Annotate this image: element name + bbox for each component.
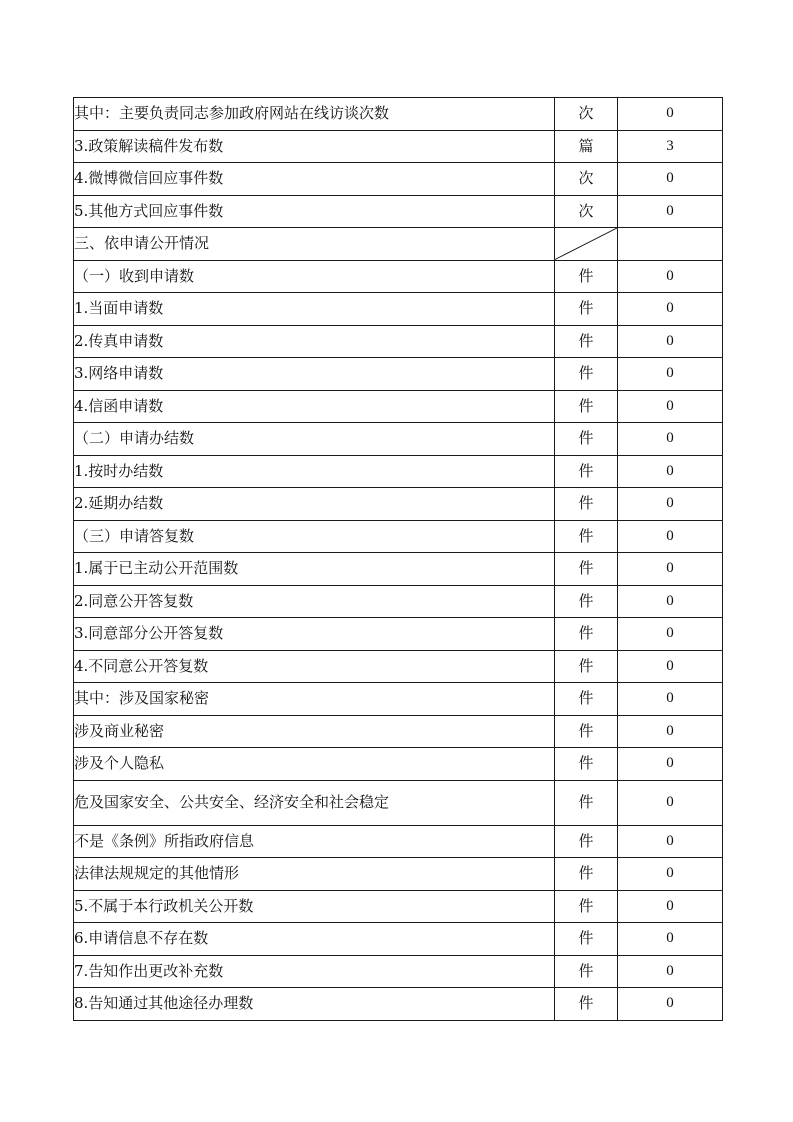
row-value: 0	[618, 553, 723, 586]
table-row	[74, 858, 723, 891]
row-unit: 件	[555, 715, 618, 748]
row-value	[618, 228, 723, 261]
row-value: 0	[618, 923, 723, 956]
row-label: 3.同意部分公开答复数	[74, 618, 555, 651]
row-label: （二）申请办结数	[74, 423, 555, 456]
row-unit: 件	[555, 423, 618, 456]
row-unit: 次	[555, 98, 618, 131]
section-header-row	[74, 228, 723, 261]
row-label: 6.申请信息不存在数	[74, 923, 555, 956]
table-row	[74, 358, 723, 391]
row-unit: 件	[555, 825, 618, 858]
row-unit: 件	[555, 488, 618, 521]
row-value: 0	[618, 455, 723, 488]
row-value: 0	[618, 748, 723, 781]
row-label: （三）申请答复数	[74, 520, 555, 553]
row-label: 7.告知作出更改补充数	[74, 955, 555, 988]
row-value: 0	[618, 423, 723, 456]
row-label: 2.传真申请数	[74, 325, 555, 358]
row-label: 涉及个人隐私	[74, 748, 555, 781]
row-label: 4.不同意公开答复数	[74, 650, 555, 683]
row-label: 2.同意公开答复数	[74, 585, 555, 618]
table-row	[74, 825, 723, 858]
slash-cell	[555, 228, 618, 261]
row-label: 4.信函申请数	[74, 390, 555, 423]
table-row	[74, 293, 723, 326]
row-label: 4.微博微信回应事件数	[74, 163, 555, 196]
row-value: 0	[618, 780, 723, 825]
row-unit: 件	[555, 955, 618, 988]
row-value: 0	[618, 715, 723, 748]
table-row	[74, 748, 723, 781]
row-label: 危及国家安全、公共安全、经济安全和社会稳定	[74, 780, 555, 825]
table-row	[74, 260, 723, 293]
row-unit: 件	[555, 455, 618, 488]
row-unit: 件	[555, 890, 618, 923]
row-unit: 次	[555, 195, 618, 228]
row-value: 0	[618, 988, 723, 1021]
table-row	[74, 98, 723, 131]
row-unit: 件	[555, 683, 618, 716]
row-value: 0	[618, 293, 723, 326]
row-unit: 件	[555, 520, 618, 553]
table-row	[74, 923, 723, 956]
row-value: 0	[618, 488, 723, 521]
table-row	[74, 988, 723, 1021]
row-unit: 件	[555, 358, 618, 391]
diagonal-slash	[555, 228, 617, 260]
row-unit: 件	[555, 650, 618, 683]
table-row	[74, 618, 723, 651]
row-label: 1.按时办结数	[74, 455, 555, 488]
row-label: 8.告知通过其他途径办理数	[74, 988, 555, 1021]
row-value: 0	[618, 98, 723, 131]
row-label: （一）收到申请数	[74, 260, 555, 293]
table-row	[74, 195, 723, 228]
row-value: 0	[618, 358, 723, 391]
row-unit: 次	[555, 163, 618, 196]
row-label: 其中：涉及国家秘密	[74, 683, 555, 716]
row-value: 0	[618, 325, 723, 358]
row-label: 2.延期办结数	[74, 488, 555, 521]
disclosure-statistics-table	[73, 97, 723, 1021]
row-value: 0	[618, 390, 723, 423]
row-value: 0	[618, 585, 723, 618]
row-label: 5.不属于本行政机关公开数	[74, 890, 555, 923]
row-label: 涉及商业秘密	[74, 715, 555, 748]
table-row	[74, 130, 723, 163]
row-unit: 件	[555, 390, 618, 423]
row-unit: 件	[555, 618, 618, 651]
row-value: 0	[618, 825, 723, 858]
row-unit: 件	[555, 988, 618, 1021]
row-unit: 件	[555, 858, 618, 891]
table-row	[74, 890, 723, 923]
table-row	[74, 325, 723, 358]
row-unit: 件	[555, 923, 618, 956]
table-row	[74, 585, 723, 618]
row-unit: 件	[555, 293, 618, 326]
section-title: 三、依申请公开情况	[74, 228, 555, 261]
table-row	[74, 683, 723, 716]
row-unit: 件	[555, 325, 618, 358]
table-row	[74, 955, 723, 988]
row-value: 0	[618, 520, 723, 553]
table-row	[74, 553, 723, 586]
row-label: 1.当面申请数	[74, 293, 555, 326]
row-value: 0	[618, 650, 723, 683]
row-label: 5.其他方式回应事件数	[74, 195, 555, 228]
table-row	[74, 715, 723, 748]
row-value: 0	[618, 955, 723, 988]
table-row	[74, 423, 723, 456]
row-value: 0	[618, 618, 723, 651]
row-unit: 件	[555, 260, 618, 293]
row-label: 1.属于已主动公开范围数	[74, 553, 555, 586]
table-row	[74, 488, 723, 521]
table-row	[74, 163, 723, 196]
row-unit: 件	[555, 780, 618, 825]
row-value: 0	[618, 683, 723, 716]
row-value: 0	[618, 858, 723, 891]
row-value: 0	[618, 890, 723, 923]
row-value: 0	[618, 195, 723, 228]
row-unit: 件	[555, 748, 618, 781]
table-row	[74, 650, 723, 683]
row-label: 法律法规规定的其他情形	[74, 858, 555, 891]
table-row	[74, 520, 723, 553]
row-unit: 件	[555, 585, 618, 618]
row-value: 0	[618, 163, 723, 196]
table-row	[74, 780, 723, 825]
row-label: 3.网络申请数	[74, 358, 555, 391]
row-label: 不是《条例》所指政府信息	[74, 825, 555, 858]
row-label: 3.政策解读稿件发布数	[74, 130, 555, 163]
table-row	[74, 455, 723, 488]
row-unit: 篇	[555, 130, 618, 163]
row-label: 其中：主要负责同志参加政府网站在线访谈次数	[74, 98, 555, 131]
row-value: 0	[618, 260, 723, 293]
row-value: 3	[618, 130, 723, 163]
table-row	[74, 390, 723, 423]
row-unit: 件	[555, 553, 618, 586]
